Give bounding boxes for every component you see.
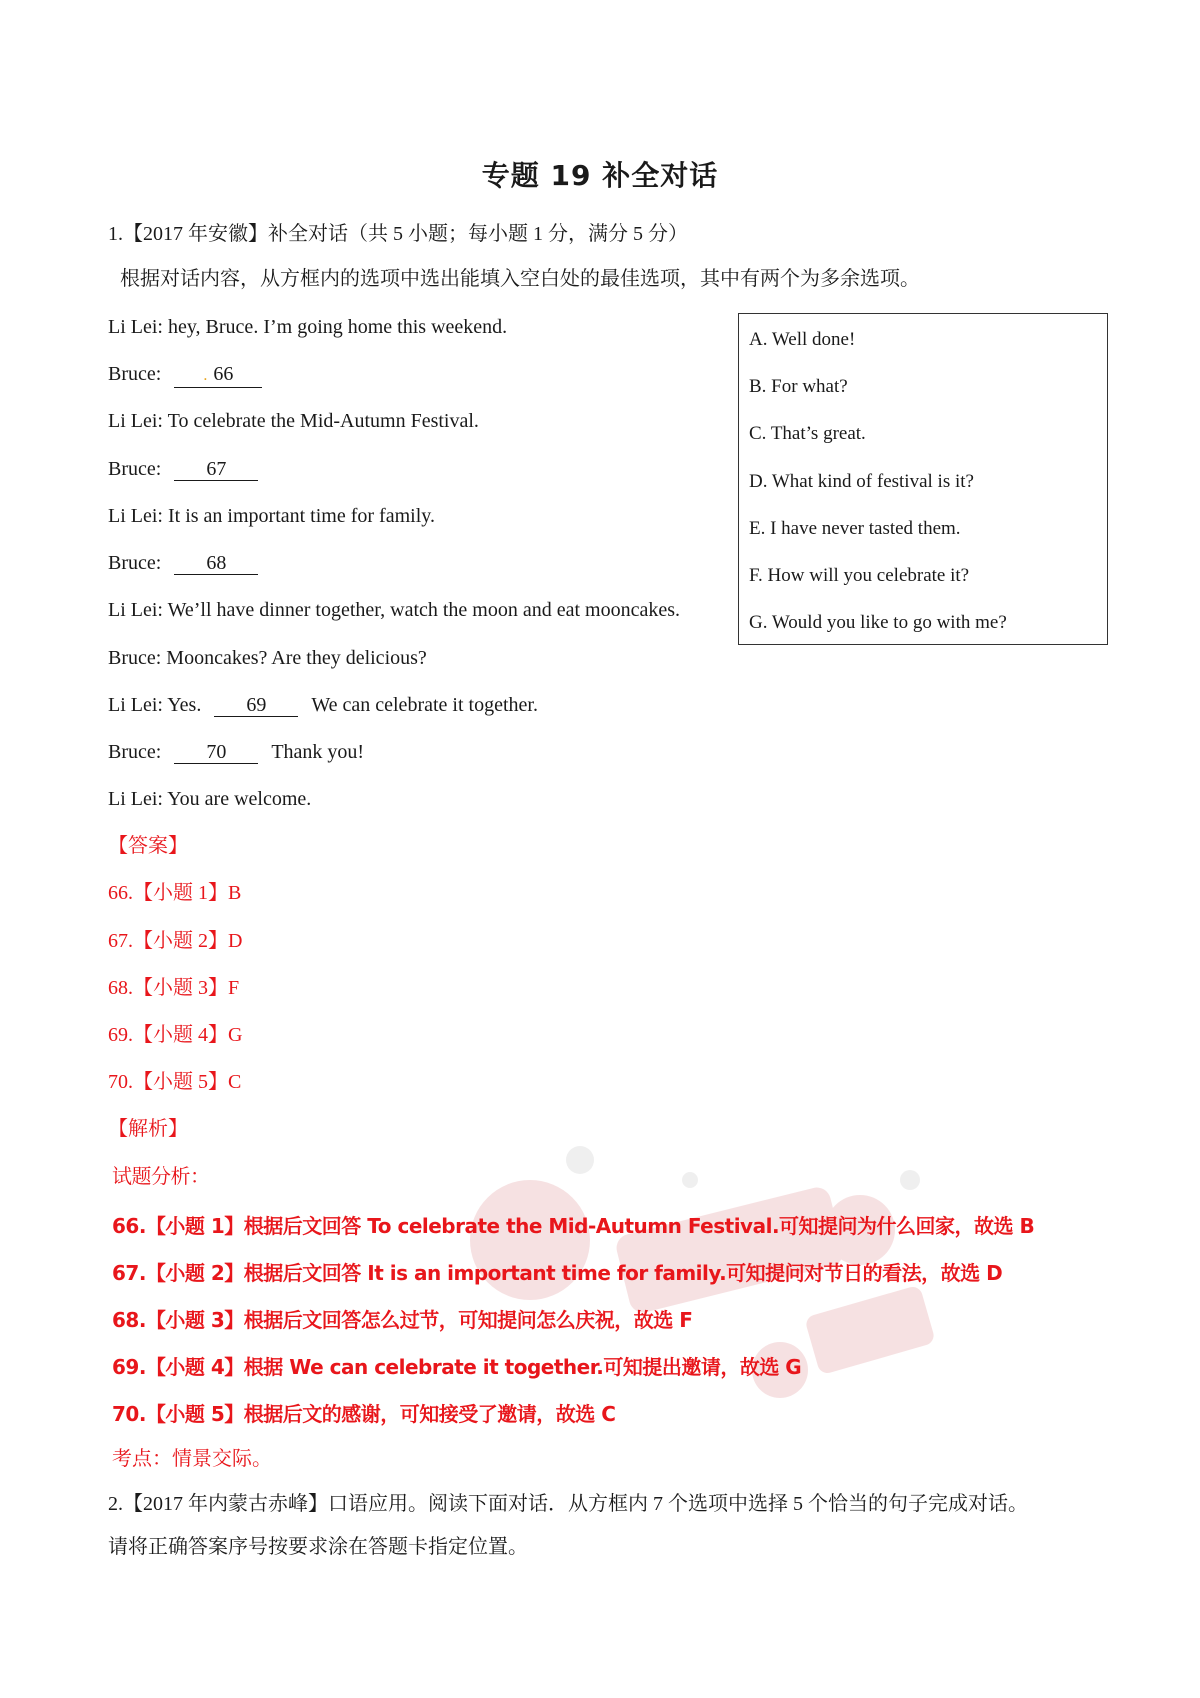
dialogue-line-1: Li Lei: hey, Bruce. I’m going home this weekend. xyxy=(108,316,508,338)
dialogue-line-10 xyxy=(108,739,364,765)
q2-header: 2.【2017 年内蒙古赤峰】口语应用。阅读下面对话．从方框内 7 个选项中选择 5 个恰当的句子完成对话。 xyxy=(108,1493,1028,1515)
answer-70: 70.【小题 5】C xyxy=(108,1071,242,1093)
dialogue-line-9 xyxy=(108,692,538,718)
blank-70: 70 xyxy=(174,741,258,764)
dialogue-line-3: Li Lei: To celebrate the Mid-Autumn Festival. xyxy=(108,410,479,432)
answer-label: 【答案】 xyxy=(108,835,188,857)
speaker: Bruce: xyxy=(108,552,162,574)
answer-68: 68.【小题 3】F xyxy=(108,977,240,999)
line-suffix: Thank you! xyxy=(271,741,365,763)
speaker: Bruce: xyxy=(108,458,162,480)
q1-header: 1.【2017 年安徽】补全对话（共 5 小题；每小题 1 分，满分 5 分） xyxy=(108,223,688,245)
dialogue-line-4 xyxy=(108,456,258,482)
analysis-intro: 试题分析： xyxy=(112,1164,210,1188)
option-c: C. That’s great. xyxy=(749,423,866,444)
blank-mark: . xyxy=(203,367,208,384)
option-g: G. Would you like to go with me? xyxy=(749,612,1007,633)
q2-instruction: 请将正确答案序号按要求涂在答题卡指定位置。 xyxy=(108,1536,528,1558)
blank-69: 69 xyxy=(214,694,298,717)
blank-68: 68 xyxy=(174,552,258,575)
analysis-label: 【解析】 xyxy=(108,1118,188,1140)
analysis-70: 70.【小题 5】根据后文的感谢，可知接受了邀请，故选 C xyxy=(112,1402,616,1426)
dialogue-line-8: Bruce: Mooncakes? Are they delicious? xyxy=(108,647,427,669)
speaker: Bruce: xyxy=(108,741,162,763)
option-e: E. I have never tasted them. xyxy=(749,518,961,539)
dialogue-line-2 xyxy=(108,361,262,388)
blank-66 xyxy=(174,363,262,388)
answer-67: 67.【小题 2】D xyxy=(108,930,243,952)
dialogue-line-7: Li Lei: We’ll have dinner together, watch the moon and eat mooncakes. xyxy=(108,599,681,621)
speaker: Bruce: xyxy=(108,363,162,385)
answer-69: 69.【小题 4】G xyxy=(108,1024,243,1046)
blank-67: 67 xyxy=(174,458,258,481)
kaodian: 考点：情景交际。 xyxy=(112,1448,272,1470)
option-b: B. For what? xyxy=(749,376,848,397)
option-a: A. Well done! xyxy=(749,329,856,350)
answer-66: 66.【小题 1】B xyxy=(108,882,242,904)
line-suffix: We can celebrate it together. xyxy=(311,694,538,716)
option-d: D. What kind of festival is it? xyxy=(749,471,974,492)
options-box xyxy=(738,313,1108,645)
blank-number: 66 xyxy=(213,363,234,385)
analysis-69: 69.【小题 4】根据 We can celebrate it together.可知提出邀请，故选 G xyxy=(112,1355,802,1379)
analysis-67: 67.【小题 2】根据后文回答 It is an important time for family.可知提问对节日的看法，故选 D xyxy=(112,1261,1003,1285)
dialogue-line-5: Li Lei: It is an important time for family. xyxy=(108,505,435,527)
analysis-68: 68.【小题 3】根据后文回答怎么过节，可知提问怎么庆祝，故选 F xyxy=(112,1308,693,1332)
option-f: F. How will you celebrate it? xyxy=(749,565,970,586)
analysis-66: 66.【小题 1】根据后文回答 To celebrate the Mid-Autumn Festival.可知提问为什么回家，故选 B xyxy=(112,1214,1035,1238)
dialogue-line-11: Li Lei: You are welcome. xyxy=(108,788,312,810)
line-prefix: Li Lei: Yes. xyxy=(108,694,202,716)
dialogue-line-6 xyxy=(108,550,258,576)
page-title: 专题 19 补全对话 xyxy=(481,159,719,192)
q1-instruction: 根据对话内容，从方框内的选项中选出能填入空白处的最佳选项，其中有两个为多余选项。 xyxy=(120,268,920,290)
